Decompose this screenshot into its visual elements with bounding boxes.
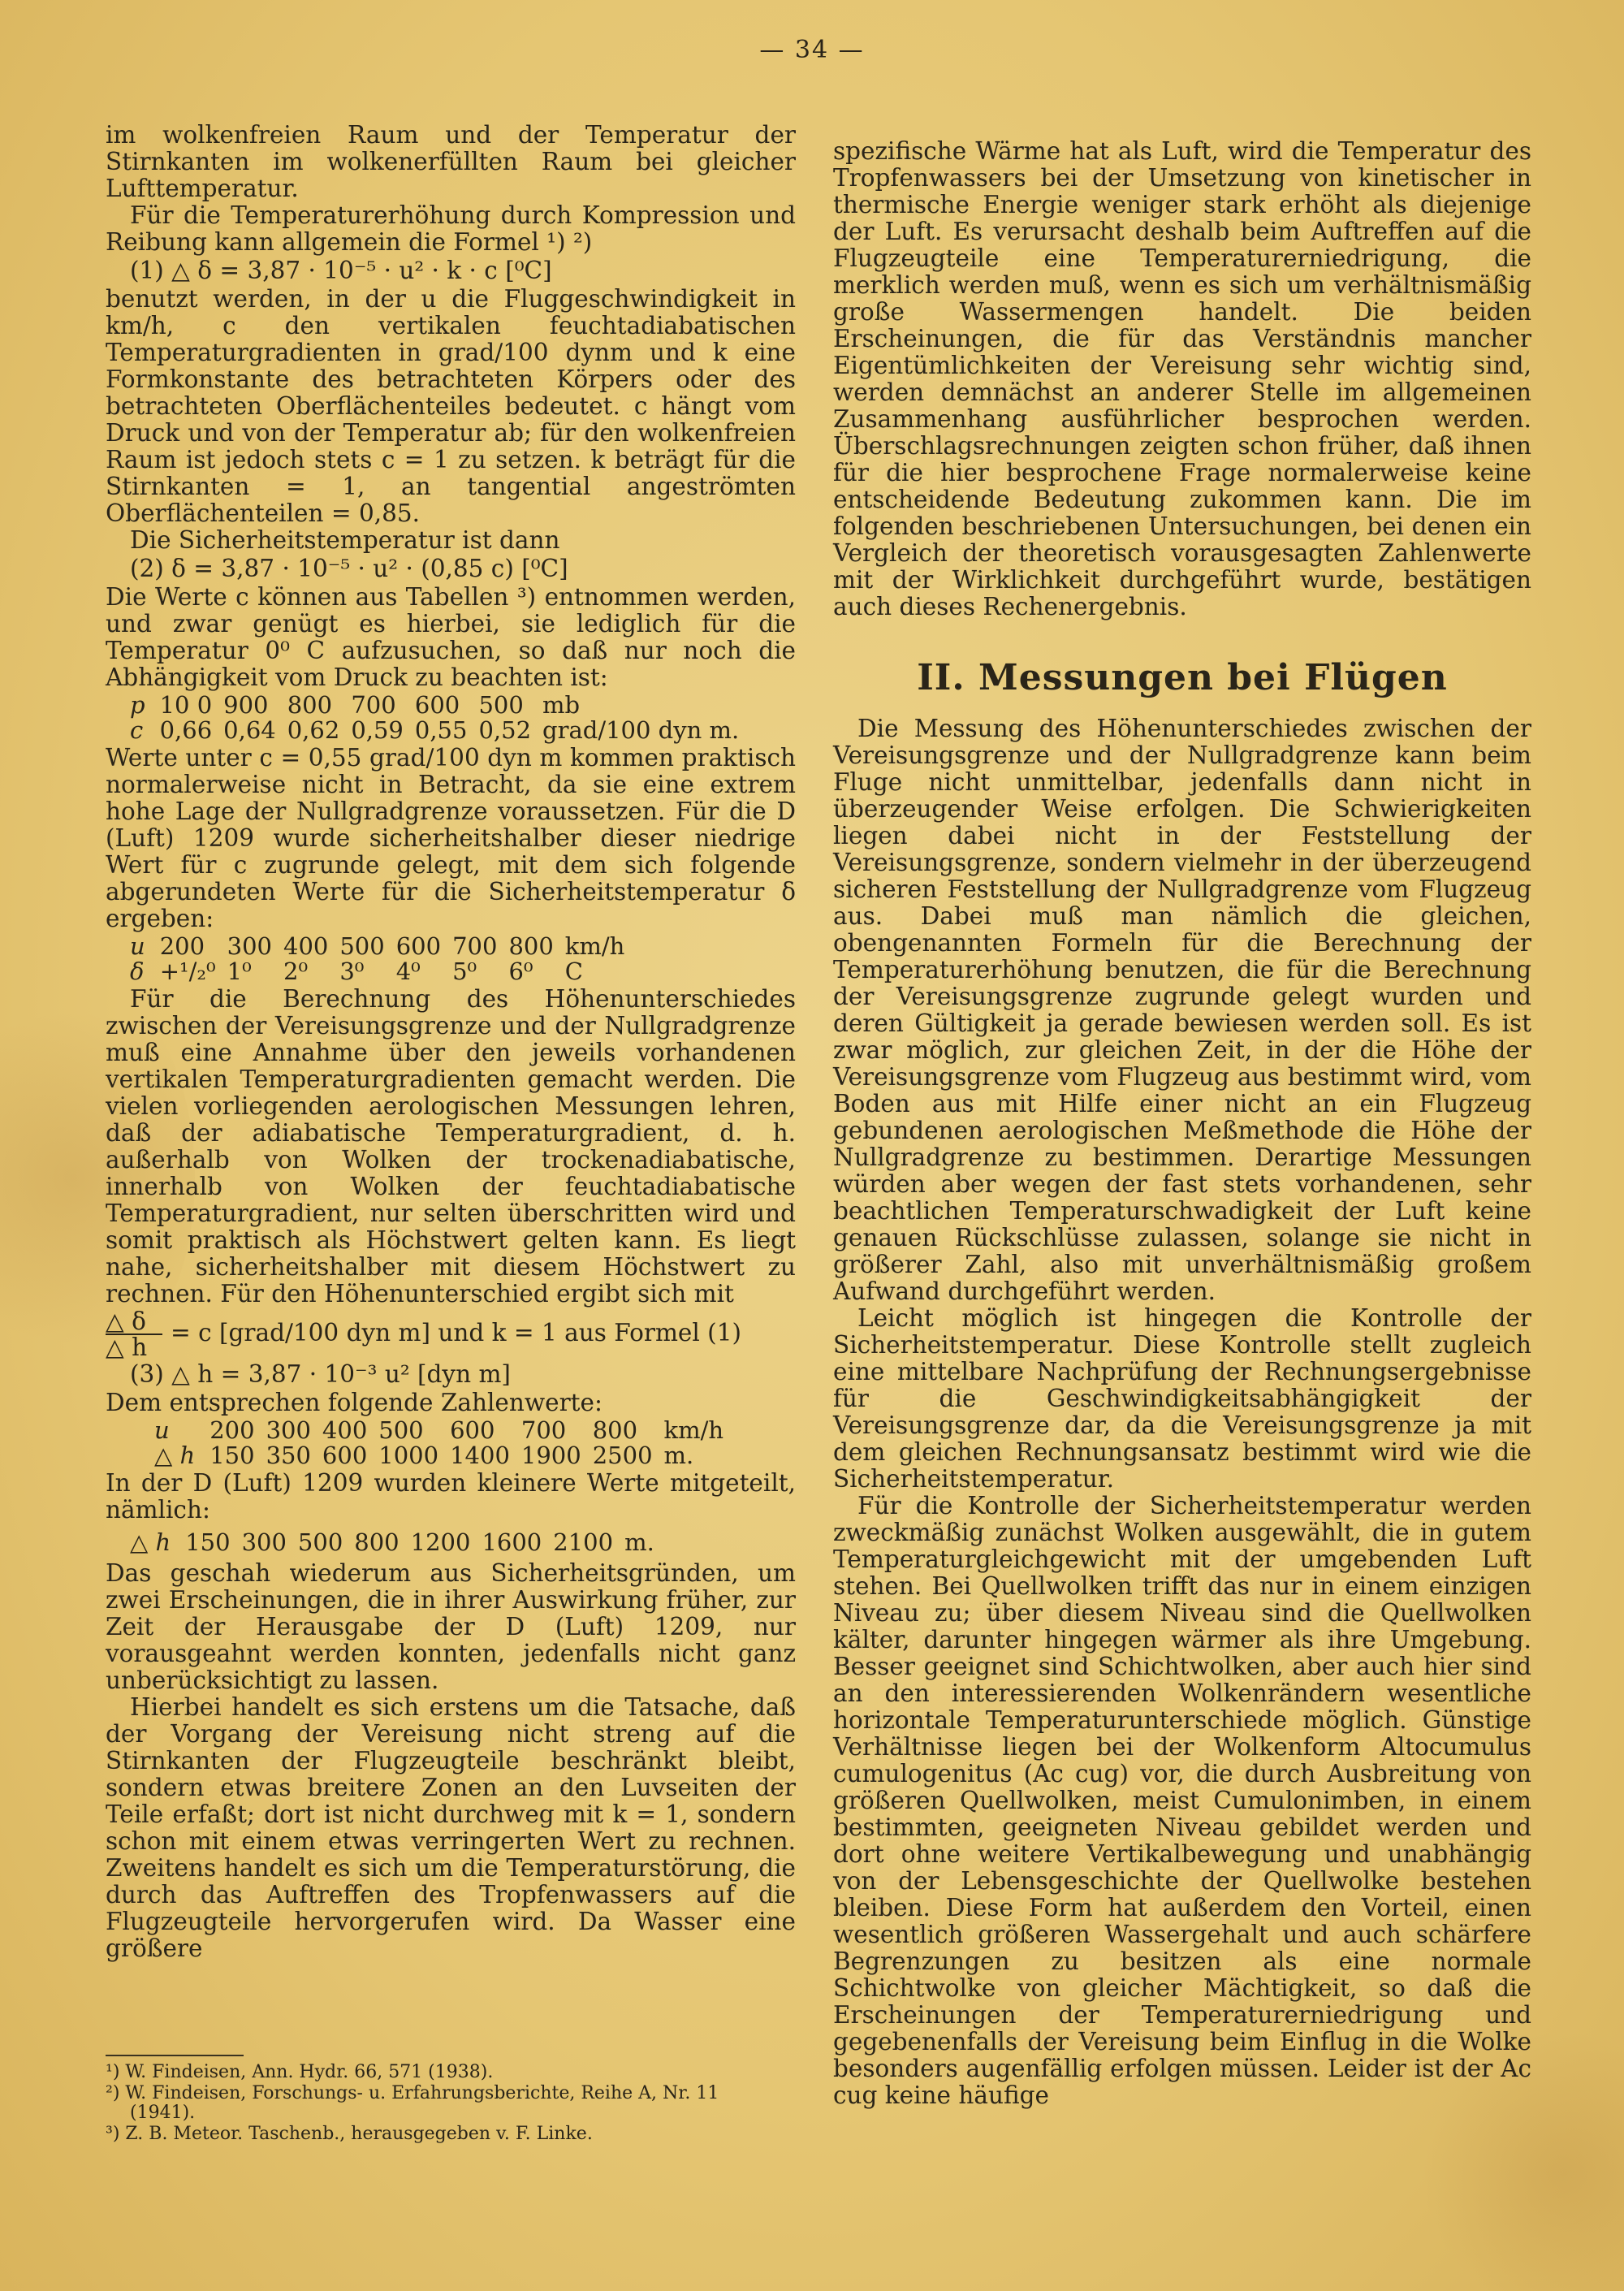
paragraph: spezifische Wärme hat als Luft, wird die Temperatur des Tropfenwassers bei der Umsetzung von kinetischer in thermische Energie weniger stark erhöht als diejenige der Luft. Es verursacht deshalb beim Auftreffen auf die Flugzeugteile eine Temperaturerniedrigung, die merklich werden muß, wenn es sich um verhältnismäßig große Wassermengen handelt. Die beiden Erscheinungen, die für das Verständnis mancher Eigentümlichkeiten der Vereisung sehr wichtig sind, werden demnächst an anderer Stelle im allgemeinen Zusammenhang ausführlicher besprochen werden. Überschlagsrechnungen zeigten schon früher, daß ihnen für die hier besprochene Frage normalerweise keine entscheidende Bedeutung zukommen kann. Die im folgenden beschriebenen Untersuchungen, bei denen ein Vergleich der theoretisch vorausgesagten Zahlenwerte mit der Wirklichkeit durchgeführt wurde, bestätigen auch dieses Rechenergebnis.	[833, 137, 1531, 620]
table-cell: 6⁰	[508, 957, 533, 985]
table-cell: 700	[351, 691, 396, 719]
table-cell: 300	[241, 1528, 287, 1556]
table-cell: △ h	[130, 1528, 171, 1556]
section-heading: II. Messungen bei Flügen	[917, 657, 1448, 698]
table-cell: +¹/₂⁰	[159, 957, 216, 985]
table-cell: 500	[378, 1416, 424, 1444]
table-cell: u	[154, 1416, 170, 1444]
table-cell: 1000	[378, 1442, 439, 1469]
height-difference-table	[154, 1418, 735, 1468]
table-cell: 800	[354, 1528, 400, 1556]
table-cell: 0,64	[223, 716, 276, 744]
table-cell: 150	[209, 1442, 255, 1469]
table-cell: 350	[266, 1442, 311, 1469]
table-cell: p	[130, 691, 145, 719]
table-cell: 3⁰	[339, 957, 365, 985]
table-cell: km/h	[663, 1416, 724, 1444]
paragraph: Für die Berechnung des Höhenunterschiedes zwischen der Vereisungsgrenze und der Nullgradgrenze muß eine Annahme über den jeweils vorhandenen vertikalen Temperaturgradienten gemacht werden. Die vielen vorliegenden aerologischen Messungen lehren, daß der adiabatische Temperaturgradient, d. h. außerhalb von Wolken der trockenadiabatische, innerhalb von Wolken der feuchtadiabatische Temperaturgradient, nur selten überschritten wird und somit praktisch als Höchstwert gelten kann. Es liegt nahe, sicherheitshalber mit diesem Höchstwert zu rechnen. Für den Höhenunterschied ergibt sich mit	[106, 985, 796, 1308]
paragraph: Dem entsprechen folgende Zahlenwerte:	[106, 1389, 603, 1416]
footnote: ¹) W. Findeisen, Ann. Hydr. 66, 571 (1938).	[106, 2062, 494, 2082]
table-row	[130, 934, 636, 959]
paragraph: Die Messung des Höhenunterschiedes zwischen der Vereisungsgrenze und der Nullgradgrenze kann beim Fluge nicht unmittelbar, jedenfalls dann nicht in überzeugender Weise erfolgen. Die Schwierigkeiten liegen dabei nicht in der Feststellung der Vereisungsgrenze, sondern vielmehr in der überzeugend sicheren Feststellung der Nullgradgrenze vom Flugzeug aus. Dabei muß man nämlich die gleichen, obengenannten Formeln für die Berechnung der Temperaturerhöhung benutzen, die für die Berechnung der Vereisungsgrenze zugrunde gelegt wurden und deren Gültigkeit ja gerade bewiesen werden soll. Es ist zwar möglich, zur gleichen Zeit, in der die Höhe der Vereisungsgrenze vom Flugzeug aus bestimmt wird, vom Boden aus mit Hilfe einer nicht an ein Flugzeug gebundenen aerologischen Meßmethode die Höhe der Nullgradgrenze zu bestimmen. Derartige Messungen würden aber wegen der fast stets vorhandenen, sehr beachtlichen Temperaturschwadigkeit der Luft keine genauen Rückschlüsse zulassen, solange sie nicht in größerer Zahl, also mit unverhältnismäßig großem Aufwand durchgeführt werden.	[833, 715, 1531, 1305]
table-cell: 300	[266, 1416, 311, 1444]
paragraph: Die Werte c können aus Tabellen ³) entnommen werden, und zwar genügt es hierbei, sie lediglich für die Temperatur 0⁰ C aufzusuchen, so daß nur noch die Abhängigkeit vom Druck zu beachten ist:	[106, 583, 796, 691]
table-cell: 4⁰	[395, 957, 421, 985]
table-cell: 500	[339, 932, 385, 960]
table-cell: grad/100 dyn m.	[542, 716, 740, 744]
fraction-numerator: △ δ	[106, 1308, 146, 1335]
table-cell: 0,62	[287, 716, 340, 744]
paragraph: Hierbei handelt es sich erstens um die Tatsache, daß der Vorgang der Vereisung nicht streng auf die Stirnkanten der Flugzeugteile beschränkt bleibt, sondern etwas breitere Zonen an den Luvseiten der Teile erfaßt; dort ist nicht durchweg mit k = 1, sondern schon mit einem etwas verringerten Wert zu rechnen. Zweitens handelt es sich um die Temperaturstörung, die durch das Auftreffen des Tropfenwassers auf die Flugzeugteile hervorgerufen wird. Da Wasser eine größere	[106, 1693, 796, 1962]
table-cell: C	[564, 957, 583, 985]
table-cell: 2⁰	[283, 957, 309, 985]
formula-2: (2) δ = 3,87 · 10⁻⁵ · u² · (0,85 c) [⁰C]	[130, 555, 568, 582]
table-row	[154, 1418, 735, 1443]
table-cell: 5⁰	[452, 957, 477, 985]
table-cell: 0,59	[351, 716, 404, 744]
table-cell: km/h	[564, 932, 625, 960]
pressure-gradient-table	[130, 693, 750, 743]
footnote-rule	[106, 2055, 244, 2056]
table-cell: 0,55	[414, 716, 468, 744]
footnote: ²) W. Findeisen, Forschungs- u. Erfahrungsberichte, Reihe A, Nr. 11 (1941).	[106, 2083, 719, 2123]
table-cell: 600	[322, 1442, 368, 1469]
table-cell: 2500	[592, 1442, 653, 1469]
fraction-formula	[106, 1309, 796, 1359]
footnote: ³) Z. B. Meteor. Taschenb., herausgegeben v. F. Linke.	[106, 2124, 593, 2144]
table-cell: 800	[592, 1416, 638, 1444]
page-number: — 34 —	[759, 36, 865, 64]
table-row	[130, 693, 750, 718]
table-cell: 600	[414, 691, 460, 719]
table-cell: 2100	[553, 1528, 614, 1556]
table-cell: 700	[452, 932, 498, 960]
footnotes	[106, 2055, 788, 2146]
table-cell: m.	[663, 1442, 694, 1469]
paragraph: Werte unter c = 0,55 grad/100 dyn m kommen praktisch normalerweise nicht in Betracht, da sie eine extrem hohe Lage der Nullgradgrenze voraussetzen. Für die D (Luft) 1209 wurde sicherheitshalber dieser niedrige Wert für c zugrunde gelegt, mit dem sich folgende abgerundeten Werte für die Sicherheitstemperatur δ ergeben:	[106, 744, 796, 932]
paragraph: Für die Kontrolle der Sicherheitstemperatur werden zweckmäßig zunächst Wolken ausgewählt, die in gutem Temperaturgleichgewicht mit der umgebenden Luft stehen. Bei Quellwolken trifft das nur in einem einzigen Niveau zu; über diesem Niveau sind die Quellwolken kälter, darunter hingegen wärmer als ihre Umgebung. Besser geeignet sind Schichtwolken, aber auch hier sind an den interessierenden Wolkenrändern wesentliche horizontale Temperaturunterschiede möglich. Günstige Verhältnisse liegen bei der Wolkenform Altocumulus cumulogenitus (Ac cug) vor, die durch Ausbreitung von größeren Quellwolken, meist Cumulonimben, in einem bestimmten, geeigneten Niveau gebildet werden und dort ohne weitere Vertikalbewegung und unabhängig von der Lebensgeschichte der Quellwolke bestehen bleiben. Diese Form hat außerdem den Vorteil, einen wesentlich größeren Wassergehalt und auch schärfere Begrenzungen zu besitzen als eine normale Schichtwolke von gleicher Mächtigkeit, so daß die Erscheinungen der Temperaturerniedrigung und gegebenenfalls der Vereisung beim Einflug in die Wolke besonders augenfällig erfolgen müssen. Leider ist der Ac cug keine häufige	[833, 1492, 1531, 2109]
paragraph: In der D (Luft) 1209 wurden kleinere Werte mitgeteilt, nämlich:	[106, 1469, 796, 1524]
formula-1: (1) △ δ = 3,87 · 10⁻⁵ · u² · k · c [⁰C]	[130, 257, 552, 284]
table-cell: 1⁰	[227, 957, 252, 985]
table-cell: 500	[478, 691, 524, 719]
table-cell: 300	[227, 932, 272, 960]
table-cell: 600	[450, 1416, 495, 1444]
paragraph: Das geschah wiederum aus Sicherheitsgründen, um zwei Erscheinungen, die in ihrer Auswirkung früher, zur Zeit der Herausgabe der D (Luft) 1209, nur vorausgeahnt werden konnten, jedenfalls nicht ganz unberücksichtigt zu lassen.	[106, 1559, 796, 1694]
table-cell: 1200	[410, 1528, 471, 1556]
paragraph: Leicht möglich ist hingegen die Kontrolle der Sicherheitstemperatur. Diese Kontrolle stellt zugleich eine mittelbare Nachprüfung der Rechnungsergebnisse für die Geschwindigkeitsabhängigkeit der Vereisungsgrenze dar, da die Vereisungsgrenze ja mit dem gleichen Rechnungsansatz bestimmt wird wie die Sicherheitstemperatur.	[833, 1304, 1531, 1493]
table-cell: δ	[130, 957, 145, 985]
paragraph: im wolkenfreien Raum und der Temperatur der Stirnkanten im wolkenerfüllten Raum bei gleicher Lufttemperatur.	[106, 121, 796, 202]
table-cell: 0,66	[159, 716, 213, 744]
table-cell: 1600	[482, 1528, 542, 1556]
table-cell: 600	[395, 932, 442, 960]
table-row	[154, 1443, 735, 1468]
table-cell: 1900	[520, 1442, 581, 1469]
fraction	[106, 1309, 162, 1359]
paragraph: Für die Temperaturerhöhung durch Kompression und Reibung kann allgemein die Formel ¹) ²)	[106, 201, 796, 256]
table-cell: 1400	[450, 1442, 510, 1469]
smaller-values-table	[130, 1530, 666, 1555]
table-row	[130, 718, 750, 743]
table-cell: m.	[624, 1528, 654, 1556]
table-cell: 500	[297, 1528, 343, 1556]
table-cell: 400	[322, 1416, 368, 1444]
table-cell: △ h	[154, 1442, 196, 1469]
paragraph: benutzt werden, in der u die Fluggeschwindigkeit in km/h, c den vertikalen feuchtadiabatischen Temperaturgradienten in grad/100 dynm und k eine Formkonstante des betrachteten Körpers oder des betrachteten Oberflächenteiles bedeutet. c hängt vom Druck und von der Temperatur ab; für den wolkenfreien Raum ist jedoch stets c = 1 zu setzen. k beträgt für die Stirnkanten = 1, an tangential angeströmten Oberflächenteilen = 0,85.	[106, 285, 796, 527]
paragraph: Die Sicherheitstemperatur ist dann	[130, 526, 560, 554]
table-cell: 200	[209, 1416, 255, 1444]
left-column	[106, 122, 796, 2201]
table-row	[130, 1530, 666, 1555]
table-cell: 800	[508, 932, 554, 960]
table-cell: 800	[287, 691, 333, 719]
table-cell: 400	[283, 932, 329, 960]
fraction-rest: = c [grad/100 dyn m] und k = 1 aus Formel (1)	[171, 1319, 741, 1347]
speed-temperature-table	[130, 934, 636, 984]
table-cell: 150	[185, 1528, 231, 1556]
right-column	[833, 138, 1531, 2217]
table-cell: 700	[520, 1416, 567, 1444]
table-cell: mb	[542, 691, 581, 719]
table-cell: 0,52	[478, 716, 532, 744]
formula-3: (3) △ h = 3,87 · 10⁻³ u² [dyn m]	[130, 1360, 511, 1388]
table-cell: 200	[159, 932, 205, 960]
table-cell: c	[130, 716, 144, 744]
table-cell: u	[130, 932, 145, 960]
table-cell: 10 0	[159, 691, 213, 719]
table-cell: 900	[223, 691, 269, 719]
fraction-denominator: △ h	[106, 1334, 148, 1361]
table-row	[130, 959, 636, 984]
